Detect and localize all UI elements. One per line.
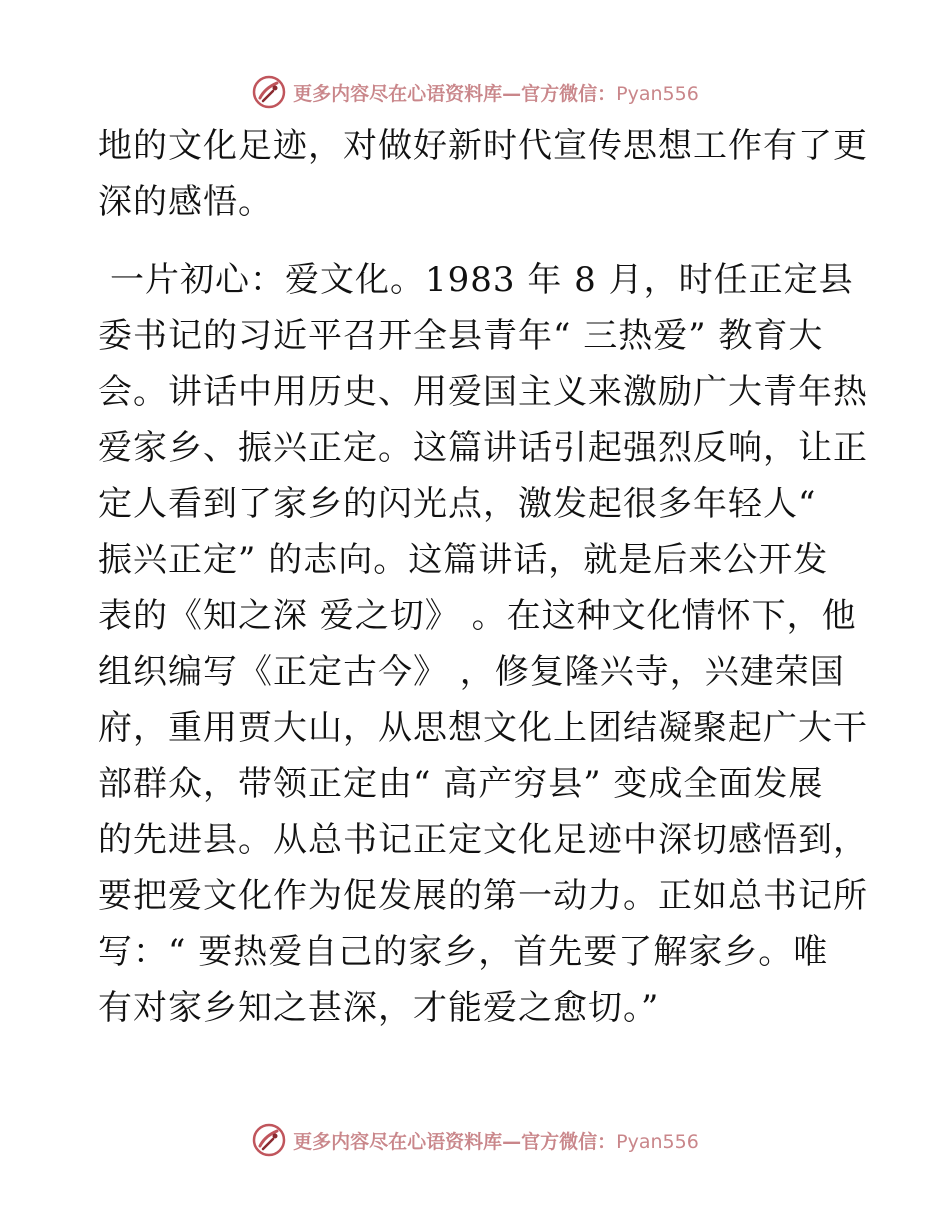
text-line: 爱家乡、振兴正定。这篇讲话引起强烈反响，让正 <box>98 428 868 468</box>
text-line: 定人看到了家乡的闪光点，激发起很多年轻人“ <box>98 484 817 524</box>
book-pen-logo-icon <box>251 74 287 110</box>
header-watermark <box>0 72 950 112</box>
text-line: 有对家乡知之甚深，才能爱之愈切。” <box>98 988 660 1028</box>
text-line: 深的感悟。 <box>98 182 273 222</box>
text-line: 府，重用贾大山，从思想文化上团结凝聚起广大干 <box>98 708 868 748</box>
footer-watermark <box>0 1120 950 1160</box>
text-line: 委书记的习近平召开全县青年“ 三热爱” 教育大 <box>98 316 824 356</box>
text-line: 会。讲话中用历史、用爱国主义来激励广大青年热 <box>98 372 868 412</box>
watermark-text: 更多内容尽在心语资料库—官方微信：Pyan556 <box>293 82 699 105</box>
watermark-text: 更多内容尽在心语资料库—官方微信：Pyan556 <box>293 1130 699 1153</box>
text-line: 的先进县。从总书记正定文化足迹中深切感悟到， <box>98 820 868 860</box>
text-line: 表的《知之深 爱之切》 。在这种文化情怀下，他 <box>98 596 857 636</box>
text-line: 组织编写《正定古今》 ，修复隆兴寺，兴建荣国 <box>98 652 845 692</box>
text-line: 写：“ 要热爱自己的家乡，首先要了解家乡。唯 <box>98 932 829 972</box>
text-line: 要把爱文化作为促发展的第一动力。正如总书记所 <box>98 876 868 916</box>
text-line: 振兴正定” 的志向。这篇讲话，就是后来公开发 <box>98 540 829 580</box>
document-body <box>98 118 868 1036</box>
paragraph-2 <box>98 252 868 1036</box>
text-line: 部群众，带领正定由“ 高产穷县” 变成全面发展 <box>98 764 824 804</box>
paragraph-1 <box>98 118 868 230</box>
book-pen-logo-icon <box>251 1122 287 1158</box>
text-line: 地的文化足迹，对做好新时代宣传思想工作有了更 <box>98 126 868 166</box>
text-line: 一片初心：爱文化。1983 年 8 月，时任正定县 <box>110 260 854 300</box>
